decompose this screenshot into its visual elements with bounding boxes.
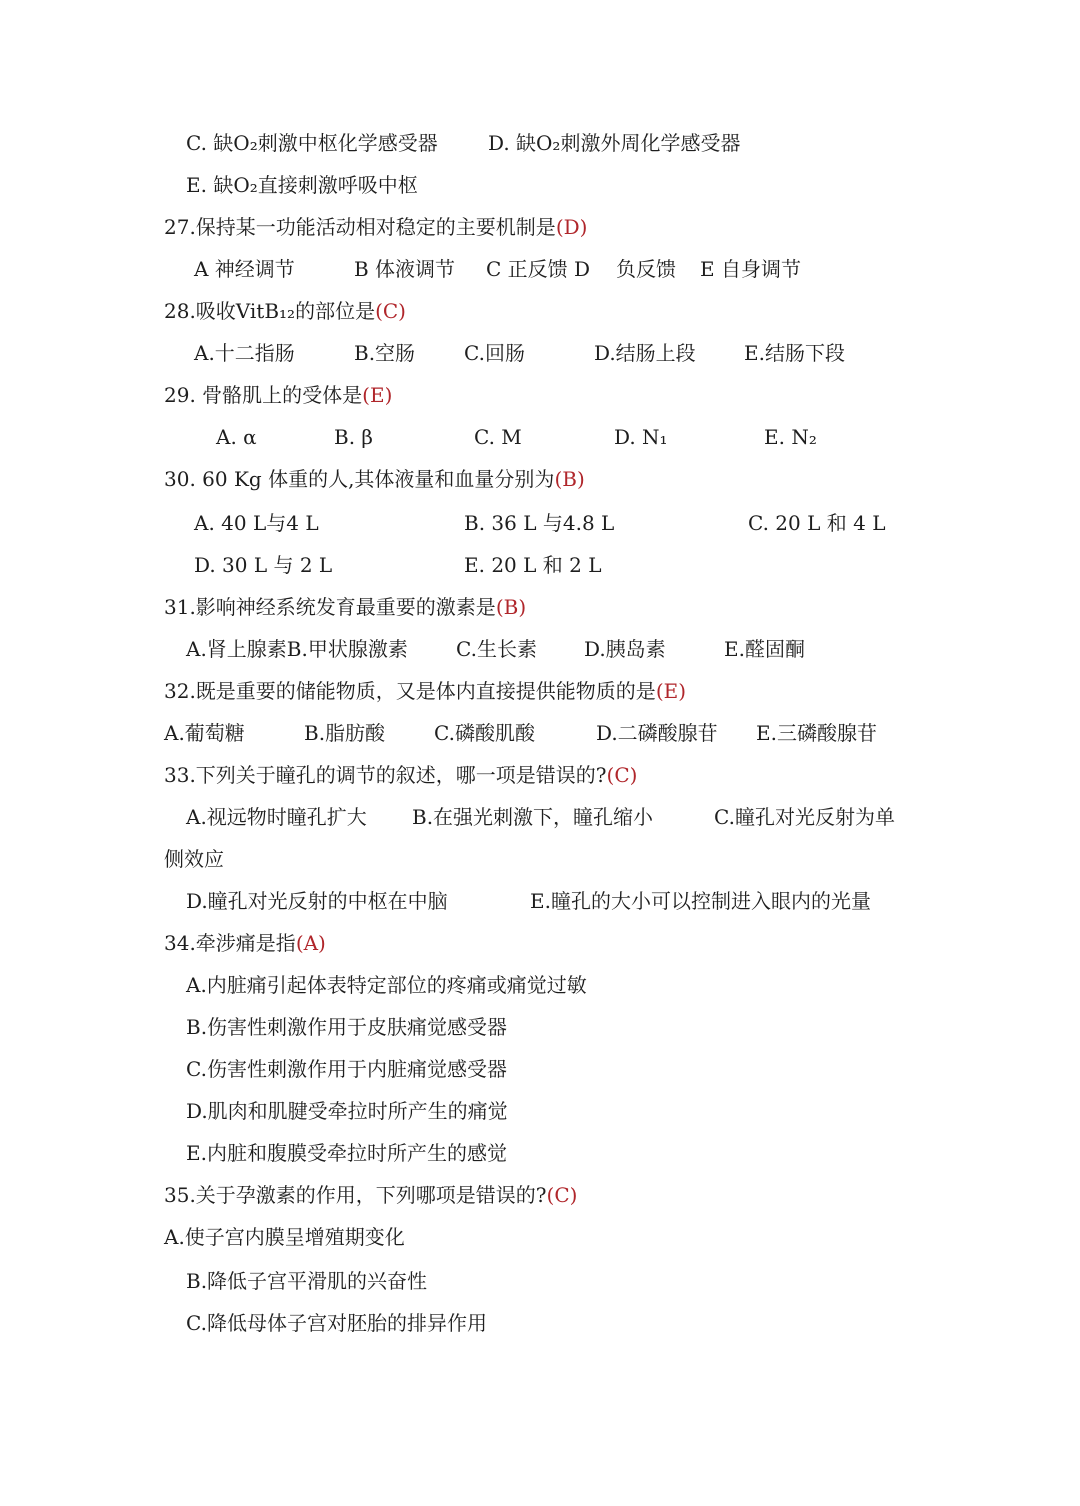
- q34-option-b: B.伤害性刺激作用于皮肤痛觉感受器: [186, 1015, 508, 1039]
- q32-option-e: E.三磷酸腺苷: [756, 721, 877, 745]
- q26-option-c: C. 缺O₂刺激中枢化学感受器: [186, 131, 438, 155]
- q31-stem-text: 31.影响神经系统发育最重要的激素是: [164, 595, 496, 619]
- q33-stem-text: 33.下列关于瞳孔的调节的叙述，哪一项是错误的?: [164, 763, 607, 787]
- q29-option-e: E. N₂: [764, 425, 817, 449]
- q31-option-d: D.胰岛素: [584, 637, 666, 661]
- q35-option-b: B.降低子宫平滑肌的兴奋性: [186, 1269, 428, 1293]
- q33-stem: [164, 758, 637, 792]
- q28-stem-text: 28.吸收VitB₁₂的部位是: [164, 299, 376, 323]
- q27-option-a: A 神经调节: [194, 257, 295, 281]
- q27-stem: [164, 210, 587, 244]
- q33-option-b: B.在强光刺激下，瞳孔缩小: [412, 805, 654, 829]
- q26-option-d: D. 缺O₂刺激外周化学感受器: [488, 131, 741, 155]
- q26-option-e: E. 缺O₂直接刺激呼吸中枢: [186, 173, 418, 197]
- q30-stem: [164, 462, 585, 496]
- q35-stem: [164, 1178, 577, 1212]
- q27-option-d: 负反馈: [616, 257, 676, 281]
- q31-option-ab: A.肾上腺素B.甲状腺激素: [186, 637, 408, 661]
- q34-option-a: A.内脏痛引起体表特定部位的疼痛或痛觉过敏: [186, 973, 587, 997]
- q33-answer: (C): [606, 763, 638, 787]
- q29-stem-text: 29. 骨骼肌上的受体是: [164, 383, 363, 407]
- q33-option-d: D.瞳孔对光反射的中枢在中脑: [186, 889, 448, 913]
- q30-option-a: A. 40 L与4 L: [194, 511, 319, 535]
- q32-option-c: C.磷酸肌酸: [434, 721, 535, 745]
- q32-stem-text: 32.既是重要的储能物质，又是体内直接提供能物质的是: [164, 679, 656, 703]
- q28-option-d: D.结肠上段: [594, 341, 696, 365]
- q32-option-d: D.二磷酸腺苷: [596, 721, 718, 745]
- q29-option-a: A. α: [216, 425, 257, 449]
- q34-option-d: D.肌肉和肌腱受牵拉时所产生的痛觉: [186, 1099, 508, 1123]
- q28-option-c: C.回肠: [464, 341, 525, 365]
- q34-option-c: C.伤害性刺激作用于内脏痛觉感受器: [186, 1057, 507, 1081]
- q32-option-a: A.葡萄糖: [164, 721, 245, 745]
- q33-option-c: C.瞳孔对光反射为单: [714, 805, 895, 829]
- q29-option-c: C. M: [474, 425, 522, 449]
- q33-option-a: A.视远物时瞳孔扩大: [186, 805, 367, 829]
- q35-option-a: A.使子宫内膜呈增殖期变化: [164, 1225, 405, 1249]
- q31-option-e: E.醛固酮: [724, 637, 805, 661]
- q35-option-c: C.降低母体子宫对胚胎的排异作用: [186, 1311, 487, 1335]
- q34-stem-text: 34.牵涉痛是指: [164, 931, 296, 955]
- q32-option-b: B.脂肪酸: [304, 721, 386, 745]
- q35-answer: (C): [546, 1183, 578, 1207]
- q28-option-a: A.十二指肠: [194, 341, 295, 365]
- q28-stem: [164, 294, 406, 328]
- q30-stem-text: 30. 60 Kg 体重的人,其体液量和血量分别为: [164, 467, 555, 491]
- q30-option-c: C. 20 L 和 4 L: [748, 511, 886, 535]
- q29-option-b: B. β: [334, 425, 373, 449]
- q34-option-e: E.内脏和腹膜受牵拉时所产生的感觉: [186, 1141, 507, 1165]
- q34-answer: (A): [295, 931, 326, 955]
- q32-stem: [164, 674, 686, 708]
- q28-option-b: B.空肠: [354, 341, 416, 365]
- q30-option-b: B. 36 L 与4.8 L: [464, 511, 615, 535]
- q31-answer: (B): [495, 595, 527, 619]
- q30-option-e: E. 20 L 和 2 L: [464, 553, 602, 577]
- q32-answer: (E): [655, 679, 687, 703]
- q31-stem: [164, 590, 526, 624]
- q29-option-d: D. N₁: [614, 425, 668, 449]
- q27-option-b: B 体液调节: [354, 257, 456, 281]
- q28-option-e: E.结肠下段: [744, 341, 845, 365]
- q28-answer: (C): [375, 299, 406, 323]
- q31-option-c: C.生长素: [456, 637, 537, 661]
- q27-stem-text: 27.保持某一功能活动相对稳定的主要机制是: [164, 215, 556, 239]
- q30-answer: (B): [554, 467, 585, 491]
- q27-answer: (D): [555, 215, 588, 239]
- q34-stem: [164, 926, 326, 960]
- q29-answer: (E): [362, 383, 393, 407]
- q29-stem: [164, 378, 392, 412]
- q27-option-c: C 正反馈 D: [486, 257, 591, 281]
- q33-option-e: E.瞳孔的大小可以控制进入眼内的光量: [530, 889, 871, 913]
- q33-option-c-tail: 侧效应: [164, 847, 224, 871]
- q35-stem-text: 35.关于孕激素的作用，下列哪项是错误的?: [164, 1183, 547, 1207]
- q27-option-e: E 自身调节: [700, 257, 801, 281]
- q30-option-d: D. 30 L 与 2 L: [194, 553, 333, 577]
